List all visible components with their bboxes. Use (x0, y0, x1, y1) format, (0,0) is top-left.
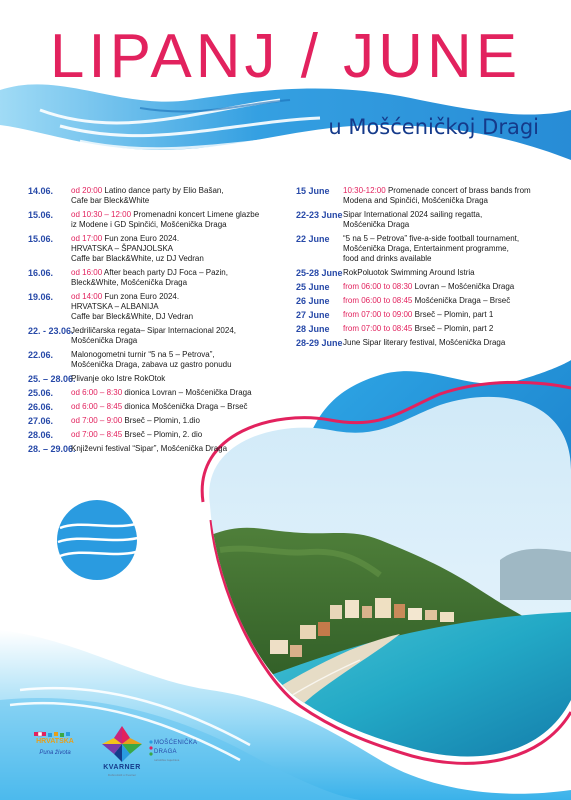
event-date: 26 June (296, 296, 330, 306)
hrvatska-logo-slogan: Puna života (39, 750, 71, 756)
poster-title: LIPANJ / JUNE (49, 22, 522, 91)
event-text: Fun zona Euro 2024. (104, 234, 180, 243)
event-body (71, 292, 290, 322)
event-body (71, 186, 290, 206)
event-line (71, 186, 290, 196)
event-item (28, 186, 290, 206)
event-item (28, 444, 290, 454)
events-list-en (296, 186, 560, 352)
event-body (71, 268, 290, 288)
event-line (71, 210, 290, 220)
moscenicka-logo-line1: MOŠĆENIČKA (154, 740, 198, 746)
event-time: od 17:00 (71, 234, 103, 243)
event-time: od 6:00 – 8:45 (71, 402, 123, 411)
event-text: Malonogometni turnir “5 na 5 – Petrova”, (71, 350, 215, 359)
event-body (71, 210, 290, 230)
event-line (71, 350, 290, 360)
event-time: od 14:00 (71, 292, 103, 301)
event-text: Modena and Spinčići, Mošćenička Draga (343, 196, 488, 205)
event-line (71, 430, 290, 440)
event-line (71, 268, 290, 278)
event-time: od 7:00 – 8:45 (71, 430, 123, 439)
event-body (71, 388, 290, 398)
event-item (296, 324, 560, 334)
kvarner-logo (96, 724, 148, 782)
event-item (28, 430, 290, 440)
event-line (343, 254, 560, 264)
event-line (343, 268, 560, 278)
event-item (28, 402, 290, 412)
kvarner-logo-tagline: Dobrodošli u Kvarner (107, 773, 137, 777)
event-text: dionica Lovran – Mošćenička Draga (124, 388, 252, 397)
event-date: 26.06. (28, 402, 54, 412)
event-date: 28-29 June (296, 338, 343, 348)
event-date: 22. - 23.06. (28, 326, 74, 336)
event-line (343, 196, 560, 206)
event-text: Fun zona Euro 2024. (104, 292, 180, 301)
event-line (343, 282, 560, 292)
event-line (71, 292, 290, 302)
event-item (28, 234, 290, 264)
event-text: June Sipar literary festival, Mošćenička Draga (343, 338, 506, 347)
event-text: Bleck&White, Mošćenička Draga (71, 278, 188, 287)
event-text: Latino dance party by Elio Bašan, (104, 186, 224, 195)
event-line (343, 234, 560, 244)
event-body (71, 416, 290, 426)
event-text: Promenadni koncert Limene glazbe (133, 210, 260, 219)
event-date: 27.06. (28, 416, 54, 426)
event-body (71, 374, 290, 384)
event-text: dionica Mošćenička Draga – Brseč (124, 402, 248, 411)
event-time: from 06:00 to 08:45 (343, 296, 413, 305)
event-time: from 07:00 to 08:45 (343, 324, 413, 333)
event-time: from 07:00 to 09:00 (343, 310, 413, 319)
event-body (343, 338, 560, 348)
event-item (296, 186, 560, 206)
event-text: Jedriličarska regata– Sipar Internacional 2024, (71, 326, 236, 335)
event-text: Cafe bar Bleck&White (71, 196, 150, 205)
event-text: Caffe bar Bleck&White, DJ Vedran (71, 312, 194, 321)
event-date: 14.06. (28, 186, 54, 196)
event-line (71, 416, 290, 426)
event-text: Promenade concert of brass bands from (387, 186, 531, 195)
event-text: Mošćenička Draga, zabava uz gastro ponudu (71, 360, 232, 369)
event-time: 10:30-12:00 (343, 186, 386, 195)
event-item (28, 388, 290, 398)
event-item (28, 210, 290, 230)
event-item (296, 296, 560, 306)
event-line (343, 244, 560, 254)
event-text: Književni festival “Sipar”, Mošćenička Draga (71, 444, 228, 453)
event-text: HRVATSKA – ŠPANJOLSKA (71, 244, 174, 253)
event-time: od 10:30 – 12:00 (71, 210, 132, 219)
event-date: 22-23 June (296, 210, 343, 220)
event-body (71, 234, 290, 264)
event-body (343, 324, 560, 334)
kvarner-logo-text: KVARNER (103, 764, 141, 771)
moscenicka-logo-line3: turistička zajednica (154, 758, 180, 762)
event-text: Sipar International 2024 sailing regatta, (343, 210, 483, 219)
event-line (71, 444, 290, 454)
event-item (296, 210, 560, 230)
event-text: Plivanje oko Istre RokOtok (71, 374, 166, 383)
event-date: 22.06. (28, 350, 54, 360)
event-text: Caffe bar Black&White, uz DJ Vedran (71, 254, 204, 263)
event-body (343, 268, 560, 278)
event-line (71, 220, 290, 230)
logo-row (0, 722, 571, 792)
event-date: 28.06. (28, 430, 54, 440)
event-text: Brseč – Plomin, part 1 (414, 310, 494, 319)
event-item (28, 350, 290, 370)
event-line (71, 402, 290, 412)
event-line (343, 338, 560, 348)
event-body (71, 444, 290, 454)
event-date: 25 June (296, 282, 330, 292)
event-text: “5 na 5 – Petrova” five-a-side football tournament, (343, 234, 520, 243)
event-body (71, 350, 290, 370)
event-text: Mošćenička Draga (343, 220, 410, 229)
event-date: 25. – 28.06. (28, 374, 76, 384)
event-line (71, 312, 290, 322)
event-text: food and drinks available (343, 254, 432, 263)
event-item (296, 268, 560, 278)
moscenicka-draga-logo (148, 736, 212, 780)
event-text: Brseč – Plomin, part 2 (414, 324, 494, 333)
event-line (71, 244, 290, 254)
event-time: od 20:00 (71, 186, 103, 195)
event-text: Brseč – Plomin, 1.dio (124, 416, 200, 425)
event-line (71, 360, 290, 370)
event-text: iz Modene i GD Spinčići, Mošćenička Draga (71, 220, 227, 229)
event-item (296, 310, 560, 320)
event-item (296, 282, 560, 292)
event-text: Lovran – Mošćenička Draga (414, 282, 515, 291)
event-date: 28 June (296, 324, 330, 334)
event-text: Mošćenička Draga – Brseč (414, 296, 511, 305)
event-item (28, 374, 290, 384)
poster-subtitle: u Mošćeničkoj Dragi (328, 115, 539, 139)
event-date: 28. – 29.06. (28, 444, 76, 454)
event-body (343, 310, 560, 320)
event-item (28, 326, 290, 346)
event-date: 19.06. (28, 292, 54, 302)
event-line (71, 374, 290, 384)
event-body (343, 234, 560, 264)
event-body (71, 402, 290, 412)
event-text: Mošćenička Draga (71, 336, 138, 345)
event-time: od 16:00 (71, 268, 103, 277)
event-line (343, 186, 560, 196)
event-line (343, 220, 560, 230)
event-item (296, 338, 560, 348)
event-line (71, 234, 290, 244)
event-date: 15 June (296, 186, 330, 196)
event-body (71, 326, 290, 346)
event-time: od 7:00 – 9:00 (71, 416, 123, 425)
event-line (71, 326, 290, 336)
event-line (71, 196, 290, 206)
event-line (71, 302, 290, 312)
event-body (343, 210, 560, 230)
event-line (71, 254, 290, 264)
event-item (296, 234, 560, 264)
event-item (28, 416, 290, 426)
hrvatska-logo-text: HRVATSKA (36, 738, 74, 745)
event-text: After beach party DJ Foca – Pazin, (103, 268, 228, 277)
event-body (343, 186, 560, 206)
hrvatska-logo (30, 730, 80, 780)
event-time: od 6:00 – 8:30 (71, 388, 123, 397)
event-item (28, 268, 290, 288)
event-text: Mošćenička Draga, Entertainment programme, (343, 244, 509, 253)
event-line (343, 324, 560, 334)
moscenicka-logo-line2: DRAGA (154, 749, 177, 755)
event-body (343, 282, 560, 292)
event-line (71, 336, 290, 346)
event-line (71, 278, 290, 288)
event-line (343, 310, 560, 320)
event-date: 16.06. (28, 268, 54, 278)
event-date: 25-28 June (296, 268, 343, 278)
event-date: 22 June (296, 234, 330, 244)
event-text: RokPoluotok Swimming Around Istria (343, 268, 475, 277)
events-list-hr (28, 186, 290, 458)
event-date: 15.06. (28, 234, 54, 244)
event-time: from 06:00 to 08:30 (343, 282, 413, 291)
event-body (343, 296, 560, 306)
event-item (28, 292, 290, 322)
kvarner-star-icon (96, 724, 148, 764)
event-line (343, 296, 560, 306)
event-date: 15.06. (28, 210, 54, 220)
event-date: 27 June (296, 310, 330, 320)
event-line (343, 210, 560, 220)
event-date: 25.06. (28, 388, 54, 398)
event-line (71, 388, 290, 398)
event-body (71, 430, 290, 440)
event-text: Brseč – Plomin, 2. dio (124, 430, 203, 439)
event-text: HRVATSKA – ALBANIJA (71, 302, 159, 311)
